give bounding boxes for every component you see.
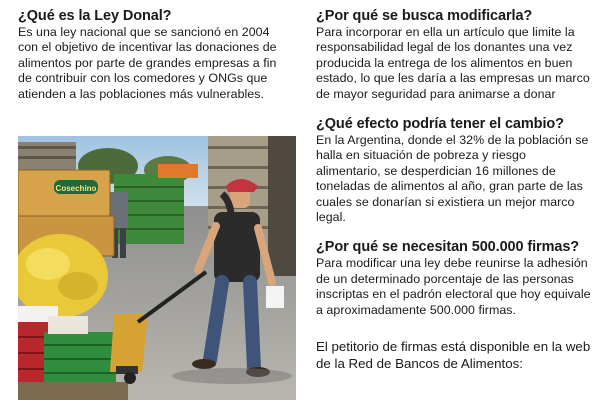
question-title: ¿Qué es la Ley Donal?	[18, 8, 172, 24]
question-firmas	[316, 239, 594, 318]
warehouse-photo	[18, 136, 296, 400]
question-title: ¿Por qué se busca modificarla?	[316, 8, 533, 24]
question-title: ¿Qué efecto podría tener el cambio?	[316, 116, 564, 133]
closing-text: El petitorio de firmas está disponible en la web de la Red de Bancos de Alimentos:	[316, 339, 591, 372]
question-efecto	[316, 116, 594, 225]
question-ley-donal	[18, 8, 293, 102]
left-column	[18, 8, 293, 116]
question-answer: En la Argentina, donde el 32% de la población se halla en situación de pobreza y riesgo alimentario, se desperdician 16 millones de toneladas de alimentos al año, gran parte de las cuales se donarían si existiera un mejor marco legal.	[316, 133, 589, 225]
question-title: ¿Por qué se necesitan 500.000 firmas?	[316, 239, 580, 256]
question-modificarla	[316, 8, 594, 102]
question-answer: Para incorporar en ella un artículo que limite la responsabilidad legal de los donantes una vez producida la entrega de los alimentos en buen estado, lo que les daría a las empresas un marco de mayor seguridad para animarse a donar	[316, 25, 590, 101]
question-answer: Para modificar una ley debe reunirse la adhesión de un determinado porcentaje de las personas inscriptas en el padrón electoral que hoy equivale a aproximadamente 500.000 firmas.	[316, 256, 591, 317]
box-label: Cosechino	[55, 184, 97, 193]
right-column	[316, 8, 594, 385]
question-answer: Es una ley nacional que se sancionó en 2004 con el objetivo de incentivar las donaciones de alimentos por parte de grandes empresas a fin de contribuir con los comedores y ONGs que atienden a las poblaciones más vulnerables.	[18, 25, 277, 101]
